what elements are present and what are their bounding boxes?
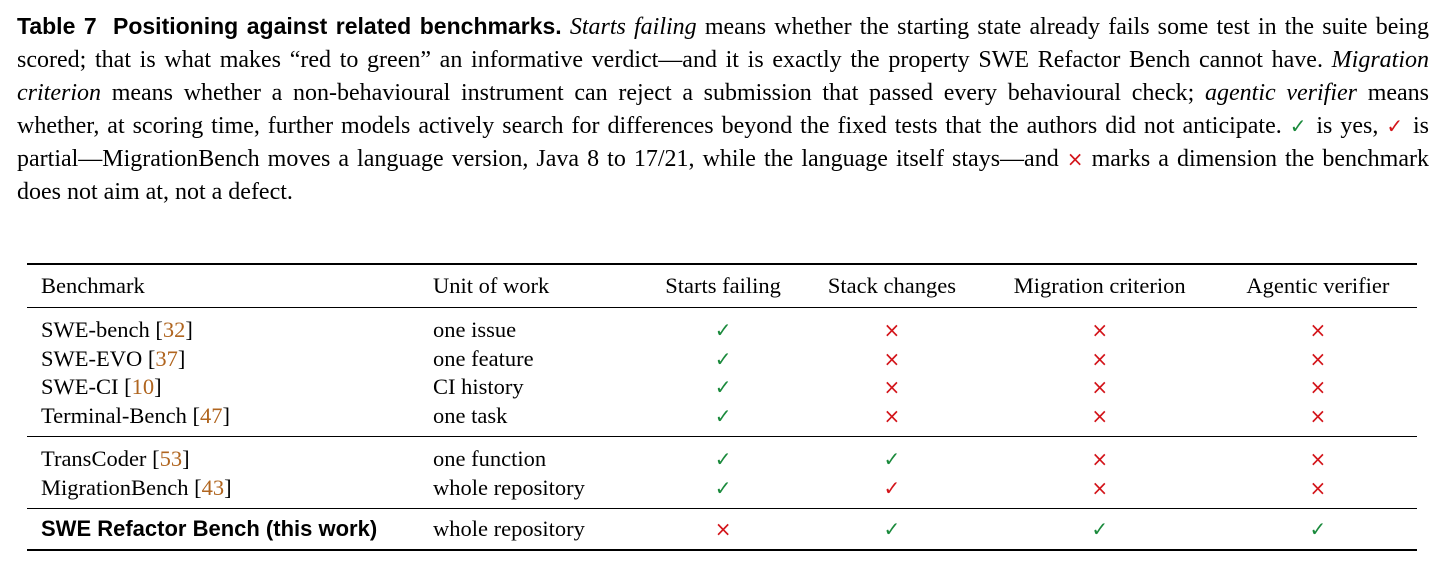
benchmark-name-cell: SWE-EVO [37] [41,345,186,371]
cross-icon: × [714,517,732,541]
agentic-verifier-cell [1219,308,1417,345]
starts-failing-cell [643,437,803,474]
migration-criterion-cell [981,402,1219,437]
header-starts-failing: Starts failing [643,264,803,308]
cross-icon: × [1309,346,1327,371]
unit-of-work-cell: whole repository [433,474,585,500]
stack-changes-cell [803,373,980,402]
unit-of-work-cell: one feature [433,345,534,371]
benchmark-name-cell: SWE-CI [10] [41,374,162,400]
header-migration-criterion: Migration criterion [981,264,1219,308]
citation-link[interactable]: 43 [201,474,225,500]
agentic-verifier-cell [1219,373,1417,402]
header-stack-changes: Stack changes [803,264,980,308]
check-icon: ✓ [714,475,732,500]
cross-icon: × [1309,475,1327,500]
cross-icon: × [883,403,901,428]
cross-icon: × [883,318,901,343]
table-row [27,437,1417,474]
cross-icon: × [1091,318,1109,343]
unit-of-work-cell: whole repository [433,509,643,551]
benchmark-comparison-table [27,263,1417,551]
cross-icon: × [883,346,901,371]
benchmark-name-cell [27,509,433,551]
caption-text-6: marks a dimension the benchmark does not aim at, not a defect. [17,146,1429,205]
benchmark-name: SWE-EVO [41,345,143,371]
cross-icon: × [1091,447,1109,472]
header-unit-of-work: Unit of work [433,264,643,308]
cross-icon: × [1091,475,1109,500]
table-row [27,509,1417,551]
table-row [27,402,1417,437]
migration-criterion-cell [981,509,1219,551]
citation-link[interactable]: 47 [200,402,223,428]
check-icon: ✓ [1309,517,1327,541]
migration-criterion-cell [981,437,1219,474]
benchmark-name: SWE Refactor Bench (this work) [41,516,378,541]
table-caption [17,10,1429,209]
stack-changes-cell [803,474,980,509]
stack-changes-cell [803,509,980,551]
check-icon: ✓ [1091,517,1109,541]
benchmark-name-cell: TransCoder [53] [27,437,433,474]
agentic-verifier-cell [1219,509,1417,551]
check-icon: ✓ [714,447,732,472]
cross-icon: × [1091,346,1109,371]
benchmark-name: MigrationBench [41,474,189,500]
benchmark-name-cell: MigrationBench [43] [41,474,232,500]
starts-failing-cell [643,402,803,437]
starts-failing-cell [643,308,803,345]
cross-icon: × [1091,403,1109,428]
caption-text-4: is yes, [1308,113,1387,139]
cross-icon: × [883,375,901,400]
benchmark-name-cell: SWE-bench [32] [41,317,193,343]
agentic-verifier-cell [1219,474,1417,509]
header-benchmark: Benchmark [27,264,433,308]
starts-failing-cell [643,509,803,551]
table-group-this-work [27,509,1417,551]
stack-changes-cell [803,402,980,437]
term-agentic-verifier: agentic verifier [1205,80,1358,106]
starts-failing-cell [643,345,803,374]
citation-link[interactable]: 10 [131,374,155,400]
stack-changes-cell [803,345,980,374]
table-header [27,264,1417,308]
unit-of-work-cell: one function [433,437,643,474]
caption-text-1: means whether the starting state already fails some test in the suite being scored; that is what makes “red to green” an informative verdict—and it is exactly the property SWE Refactor Bench cannot have. [17,14,1430,73]
caption-text-3: means whether, at scoring time, further models actively search for differences beyond the fixed tests that the authors did not anticipate. [17,80,1430,139]
citation-link[interactable]: 32 [162,317,186,343]
partial-check-icon: ✓ [883,475,901,500]
cross-icon: × [1309,375,1327,400]
cross-icon: × [1309,447,1327,472]
cross-icon: × [1309,403,1327,428]
agentic-verifier-cell [1219,345,1417,374]
migration-criterion-cell [981,474,1219,509]
benchmark-name: SWE-CI [41,374,119,400]
term-migration-criterion: Migration criterion [17,47,1429,106]
citation-link[interactable]: 37 [155,345,178,371]
starts-failing-cell [643,373,803,402]
cross-icon: × [1091,375,1109,400]
caption-text-2: means whether a non-behavioural instrument can reject a submission that passed every behavioural check; [101,80,1206,106]
check-icon: ✓ [714,318,732,343]
check-icon: ✓ [883,517,901,541]
benchmark-name: TransCoder [41,446,147,472]
unit-of-work-cell: CI history [433,374,524,400]
term-starts-failing: Starts failing [569,14,697,40]
citation-link[interactable]: 53 [159,446,183,472]
caption-title: Positioning against related benchmarks. [113,13,562,39]
table-group-existing-benchmarks [27,308,1417,437]
benchmark-name: Terminal-Bench [41,402,187,428]
benchmark-name-cell: Terminal-Bench [47] [41,402,230,428]
migration-criterion-cell [981,345,1219,374]
check-icon: ✓ [883,447,901,472]
migration-criterion-cell [981,308,1219,345]
unit-of-work-cell: one task [433,402,508,428]
starts-failing-cell [643,474,803,509]
benchmark-name: SWE-bench [41,317,150,343]
check-icon: ✓ [714,375,732,400]
agentic-verifier-cell [1219,437,1417,474]
table-row [27,308,1417,345]
migration-criterion-cell [981,373,1219,402]
caption-label: Table 7 [17,13,97,39]
yes-check-icon: ✓ [1289,114,1309,138]
stack-changes-cell [803,308,980,345]
header-agentic-verifier: Agentic verifier [1219,264,1417,308]
partial-check-icon: ✓ [1386,114,1406,138]
header-row [27,264,1417,308]
no-cross-icon: × [1066,147,1084,171]
table-row [27,474,1417,509]
table-group-translation-benchmarks [27,437,1417,509]
table-row [27,345,1417,374]
stack-changes-cell [803,437,980,474]
table-row [27,373,1417,402]
check-icon: ✓ [714,403,732,428]
cross-icon: × [1309,318,1327,343]
agentic-verifier-cell [1219,402,1417,437]
check-icon: ✓ [714,346,732,371]
unit-of-work-cell: one issue [433,317,517,343]
caption-text-5: is partial—MigrationBench moves a language version, Java 8 to 17/21, while the language itself stays—and [17,113,1429,172]
